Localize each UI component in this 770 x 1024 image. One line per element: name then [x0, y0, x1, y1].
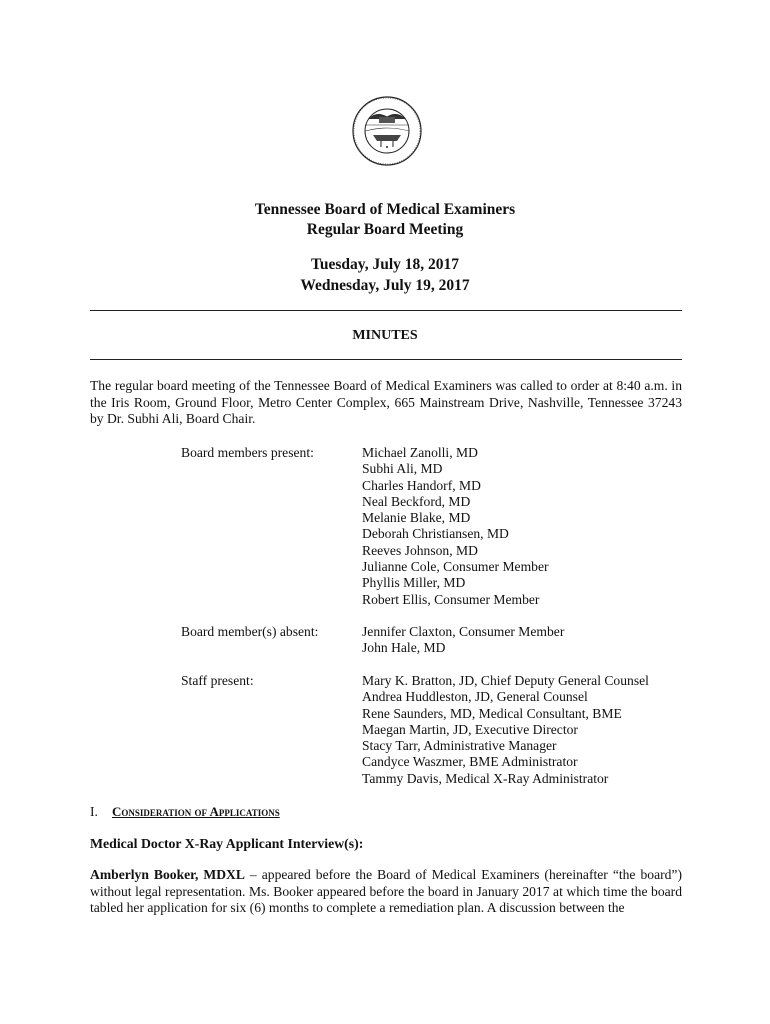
meeting-date-2: Wednesday, July 19, 2017: [300, 277, 470, 294]
divider-top: [90, 310, 682, 311]
list-item: Subhi Ali, MD: [362, 461, 443, 477]
meeting-date-1: Tuesday, July 18, 2017: [310, 256, 459, 273]
section-title: Consideration of Applications: [112, 804, 280, 819]
divider-bottom: [90, 359, 682, 360]
absent-list: [362, 624, 564, 657]
list-item: Andrea Huddleston, JD, General Counsel: [362, 689, 588, 705]
list-item: Charles Handorf, MD: [362, 477, 481, 493]
applicant-name: Amberlyn Booker, MDXL: [90, 867, 245, 882]
section-heading: [90, 804, 280, 820]
list-item: Melanie Blake, MD: [362, 510, 471, 526]
applicant-paragraph: [90, 867, 682, 917]
list-item: Mary K. Bratton, JD, Chief Deputy General Counsel: [362, 673, 649, 688]
applicant-text: – appeared before the Board of Medical Examiners (hereinafter “the board”) without legal representation. Ms. Booker appeared before the board in January 2017 at which time the board tabled her application for six (6) months to complete a remediation plan. A discussion between the: [90, 867, 682, 915]
list-item: John Hale, MD: [362, 640, 446, 656]
absent-label: Board member(s) absent:: [181, 624, 319, 639]
list-item: Phyllis Miller, MD: [362, 575, 466, 591]
list-item: Maegan Martin, JD, Executive Director: [362, 721, 578, 737]
list-item: Neal Beckford, MD: [362, 493, 471, 509]
present-list: [362, 445, 549, 608]
list-item: Stacy Tarr, Administrative Manager: [362, 738, 557, 754]
board-name: Tennessee Board of Medical Examiners: [254, 201, 516, 218]
subheading: Medical Doctor X-Ray Applicant Interview(s):: [90, 836, 364, 851]
list-item: Deborah Christiansen, MD: [362, 526, 509, 542]
document-title: MINUTES: [352, 328, 418, 343]
tennessee-state-seal: [351, 95, 423, 167]
list-item: Candyce Waszmer, BME Administrator: [362, 754, 578, 770]
staff-list: [362, 673, 649, 787]
list-item: Jennifer Claxton, Consumer Member: [362, 624, 565, 639]
list-item: Tammy Davis, Medical X-Ray Administrator: [362, 770, 609, 786]
intro-paragraph: The regular board meeting of the Tennessee Board of Medical Examiners was called to order at 8:40 a.m. in the Iris Room, Ground Floor, Metro Center Complex, 665 Mainstream Drive, Nashville, Tennessee 37243 by Dr. Subhi Ali, Board Chair.: [90, 378, 682, 426]
list-item: Michael Zanolli, MD: [362, 445, 478, 460]
list-item: Robert Ellis, Consumer Member: [362, 591, 540, 607]
meeting-type: Regular Board Meeting: [306, 221, 464, 238]
staff-label: Staff present:: [181, 673, 254, 688]
list-item: Rene Saunders, MD, Medical Consultant, BME: [362, 705, 622, 721]
list-item: Julianne Cole, Consumer Member: [362, 559, 549, 575]
section-number: I.: [90, 804, 98, 819]
list-item: Reeves Johnson, MD: [362, 542, 478, 558]
present-label: Board members present:: [181, 445, 314, 460]
